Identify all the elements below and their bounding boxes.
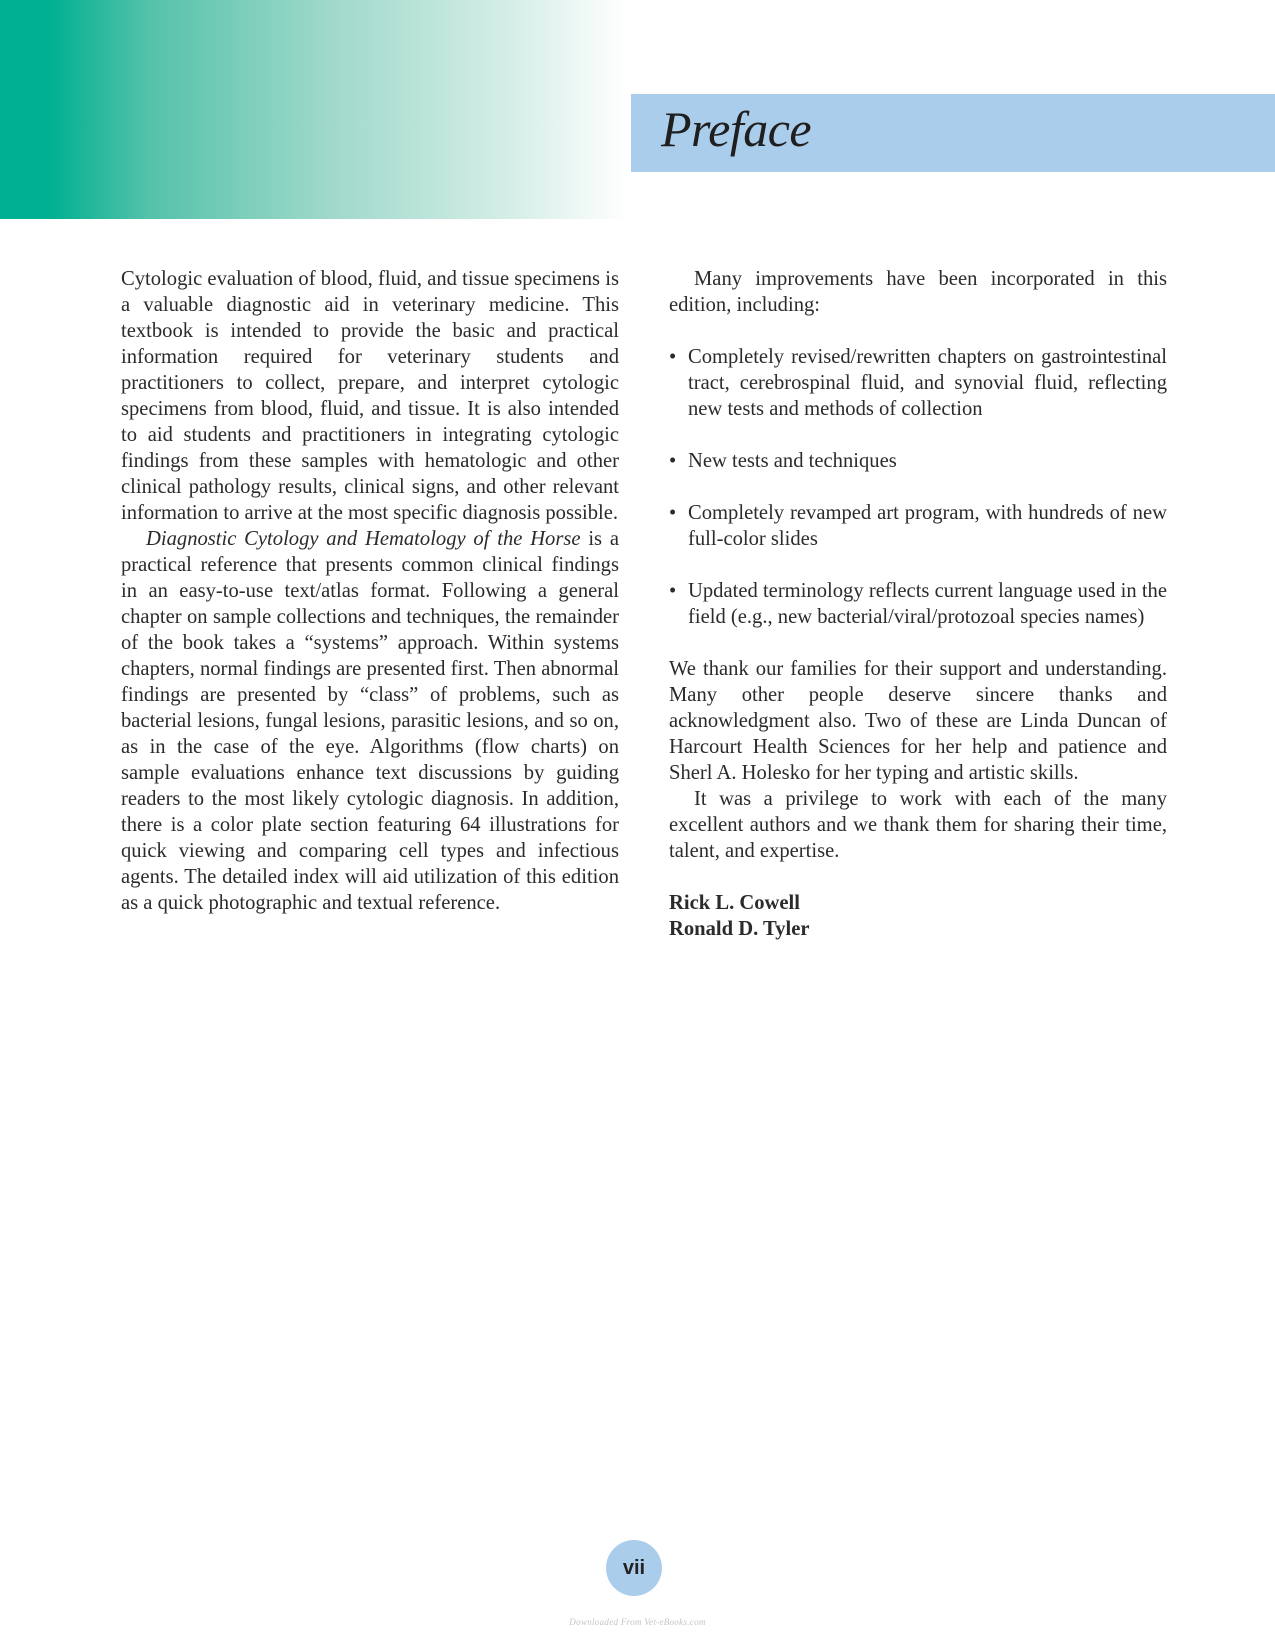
bullet-icon: • — [669, 580, 677, 602]
author-signature — [669, 890, 1167, 942]
title-band — [631, 94, 1275, 172]
page-title: Preface — [661, 101, 812, 157]
page-number-badge — [606, 1540, 662, 1596]
list-item — [669, 500, 1167, 552]
header-gradient-band — [0, 0, 628, 219]
page-number: vii — [622, 1556, 646, 1579]
paragraph-book-description — [121, 526, 619, 916]
book-description-text: is a practical reference that presents common clinical findings in an easy-to-use text/atlas format. Following a general chapter on sample collections and techniques, the remainder of the book takes a “systems” approach. Within systems chapters, normal findings are presented first. Then abnormal findings are presented by “class” of problems, such as bacterial lesions, fungal lesions, parasitic lesions, and so on, as in the case of the eye. Algorithms (flow charts) on sample evaluations enhance text discussions by guiding readers to the most likely cytologic diagnosis. In addition, there is a color plate section featuring 64 illustrations for quick viewing and comparing cell types and infectious agents. The detailed index will aid utilization of this edition as a quick photographic and textual reference. — [121, 528, 619, 914]
paragraph-intro: Cytologic evaluation of blood, fluid, and tissue specimens is a valuable diagnostic aid in veterinary medicine. This textbook is intended to provide the basic and practical information required for veterinary students and practitioners to collect, prepare, and interpret cytologic specimens from blood, fluid, and tissue. It is also intended to aid students and practitioners in integrating cytologic findings from these samples with hematologic and other clinical pathology results, clinical signs, and other relevant information to arrive at the most specific diagnosis possible. — [121, 268, 619, 524]
right-column — [669, 266, 1167, 942]
list-item-text: Completely revised/rewritten chapters on gastrointestinal tract, cerebrospinal fluid, and synovial fluid, reflecting new tests and methods of collection — [688, 346, 1167, 420]
list-item-text: Completely revamped art program, with hundreds of new full-color slides — [688, 502, 1167, 550]
paragraph-privilege: It was a privilege to work with each of the many excellent authors and we thank them for sharing their time, talent, and expertise. — [669, 788, 1167, 862]
bullet-icon: • — [669, 502, 677, 524]
paragraph-thanks: We thank our families for their support and understanding. Many other people deserve sincere thanks and acknowledgment also. Two of these are Linda Duncan of Harcourt Health Sciences for her help and patience and Sherl A. Holesko for her typing and artistic skills. — [669, 658, 1167, 784]
bullet-icon: • — [669, 450, 677, 472]
list-item-text: New tests and techniques — [688, 450, 897, 472]
author-name: Ronald D. Tyler — [669, 918, 810, 940]
list-item — [669, 578, 1167, 630]
download-watermark: Downloaded From Vet-eBooks.com — [569, 1617, 706, 1627]
book-title: Diagnostic Cytology and Hematology of the Horse — [146, 528, 581, 550]
author-name: Rick L. Cowell — [669, 892, 800, 914]
list-item-text: Updated terminology reflects current language used in the field (e.g., new bacterial/viral/protozoal species names) — [688, 580, 1167, 628]
list-item — [669, 344, 1167, 422]
improvements-intro: Many improvements have been incorporated in this edition, including: — [669, 268, 1167, 316]
left-column — [121, 266, 619, 916]
improvements-list — [669, 344, 1167, 630]
bullet-icon: • — [669, 346, 677, 368]
list-item — [669, 448, 1167, 474]
